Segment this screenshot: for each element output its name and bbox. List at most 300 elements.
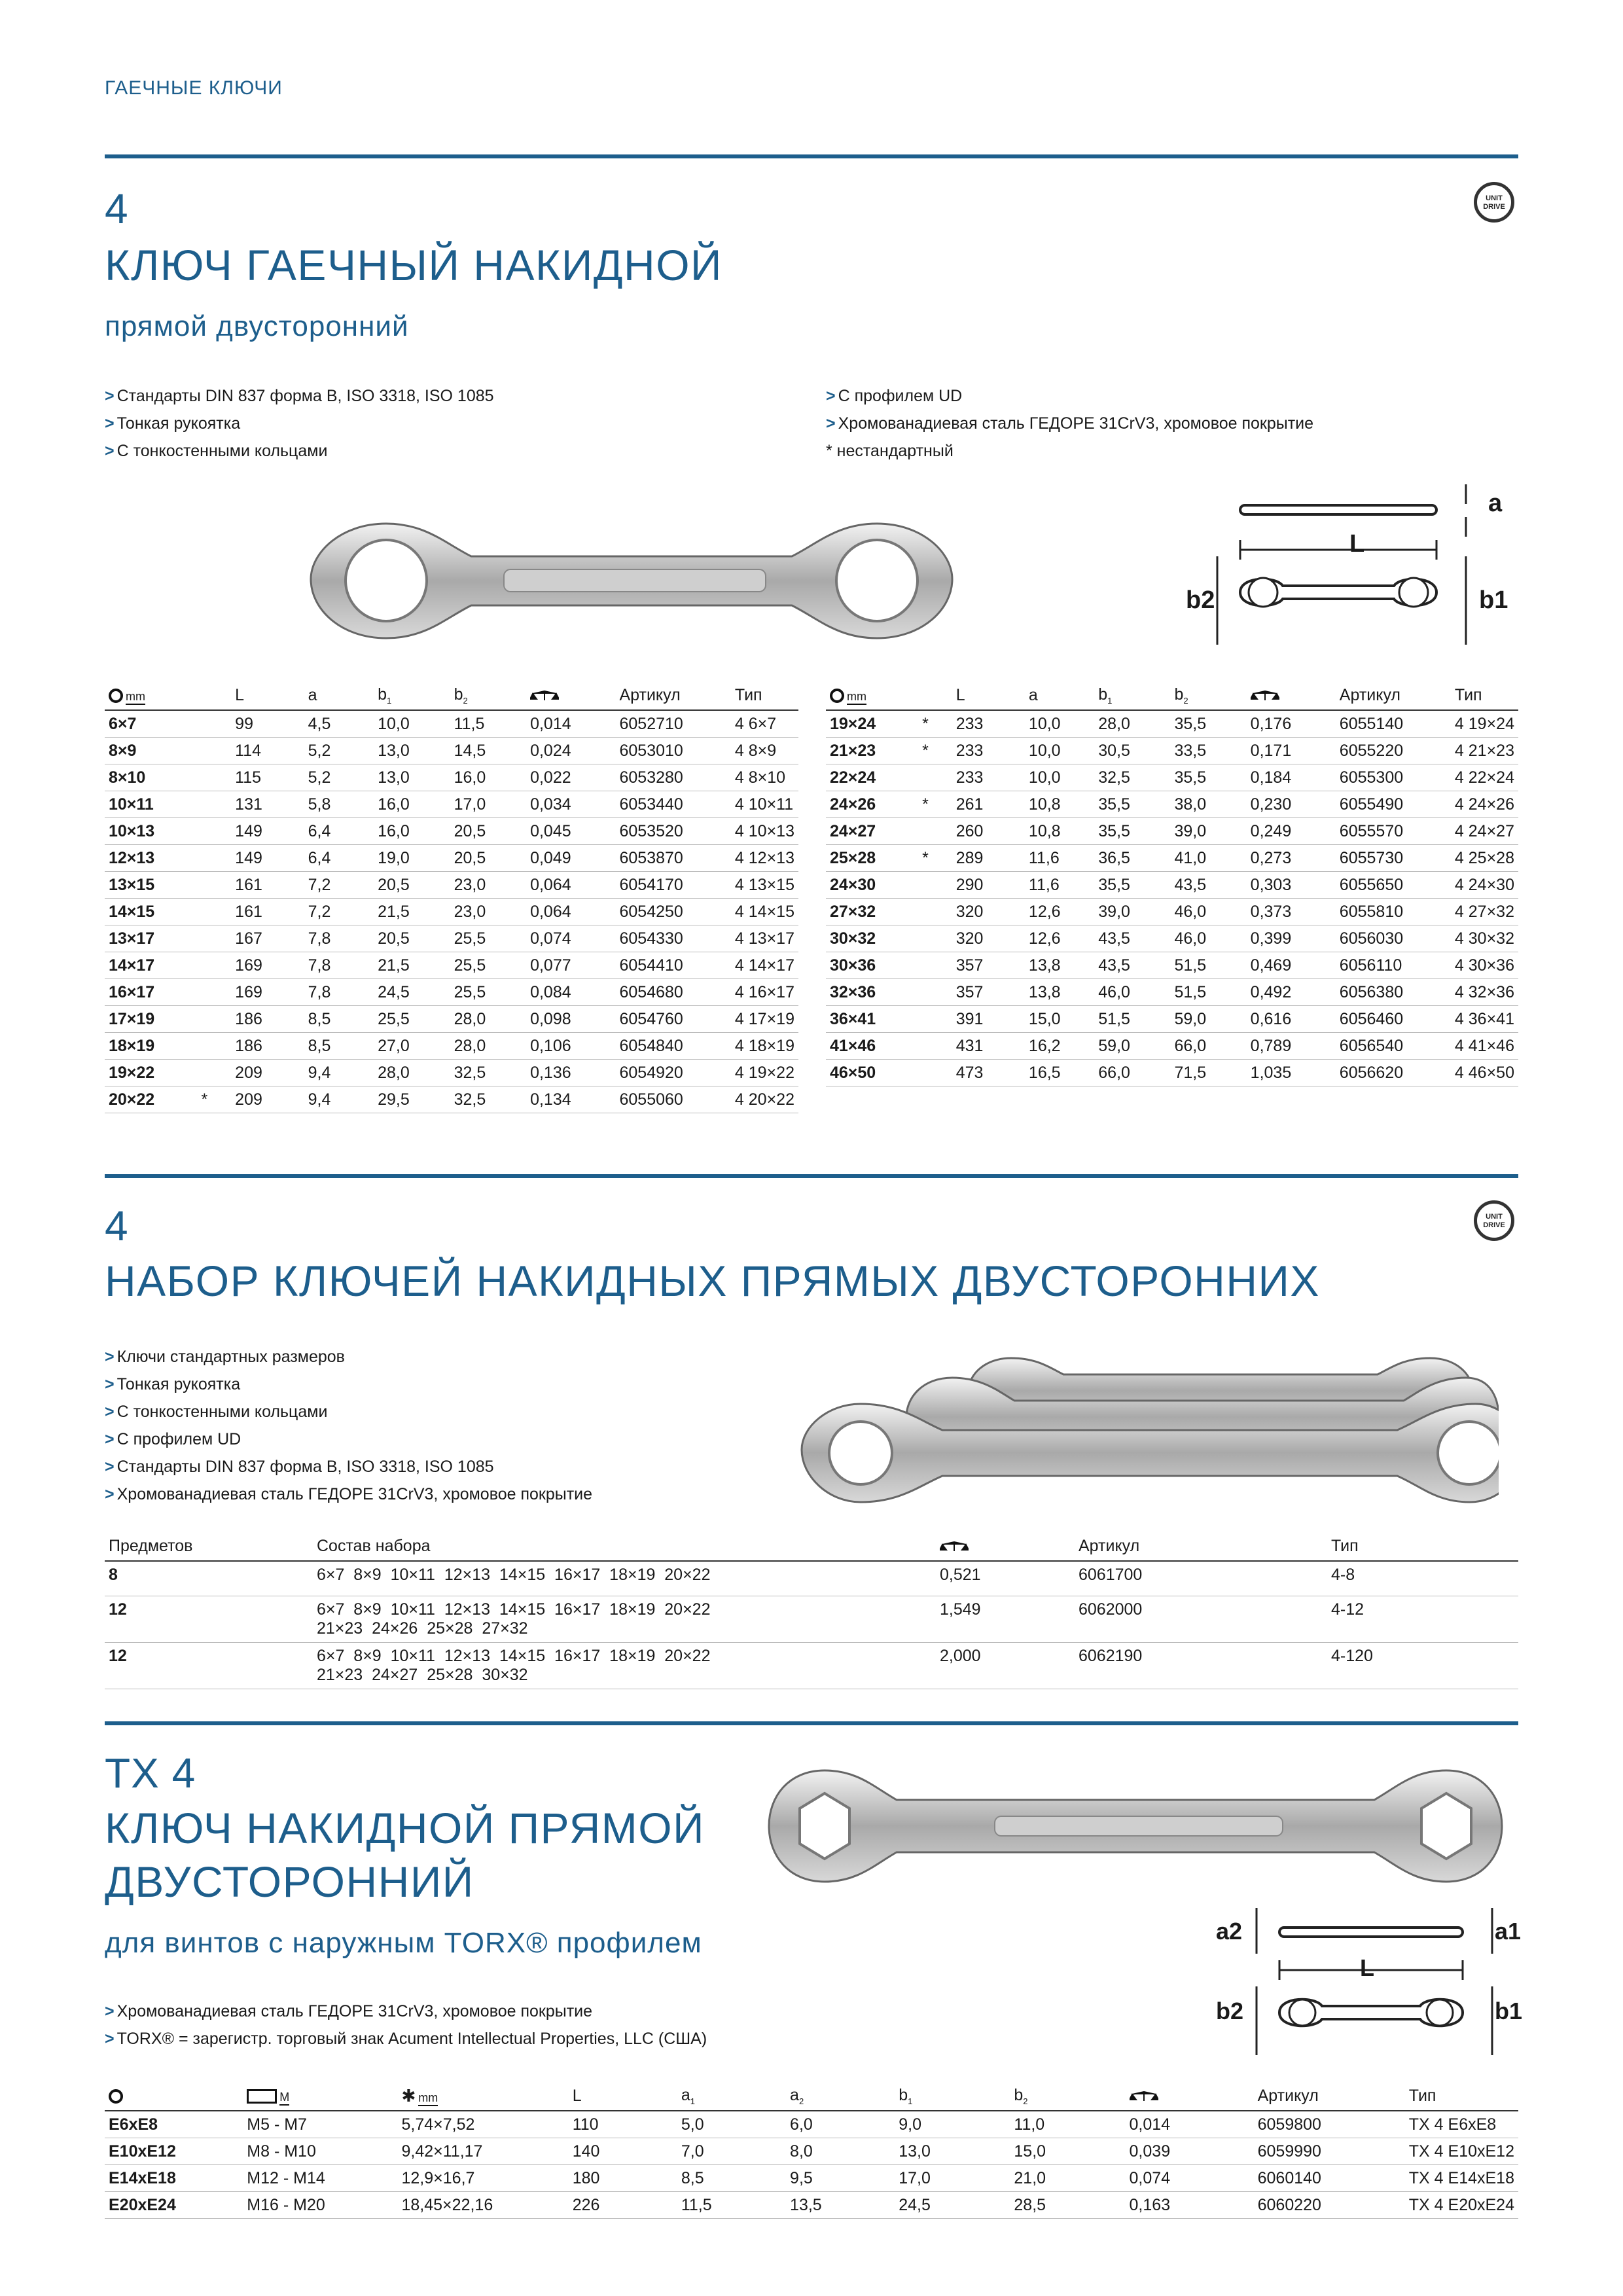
table-cell: 10,0	[1025, 710, 1094, 738]
diagram2-label-b2: b2	[1216, 1998, 1244, 2024]
col-b1: $b_1$	[374, 681, 450, 710]
table-row	[826, 952, 1518, 979]
table-cell: 0,230	[1247, 791, 1336, 818]
table-cell: 23,0	[450, 872, 526, 899]
table-cell: 6,0	[786, 2111, 895, 2138]
table-cell: 30×36	[826, 952, 918, 979]
ring-icon	[109, 689, 123, 703]
col-size: mm	[826, 681, 918, 710]
table-cell: 16,0	[374, 791, 450, 818]
table-row	[826, 791, 1518, 818]
table-cell: 12×13	[105, 845, 197, 872]
table-cell: 15,0	[1025, 1006, 1094, 1033]
diagram1-label-b1: b1	[1479, 586, 1508, 614]
table-cell: 6062190	[1075, 1643, 1327, 1689]
table-cell: 115	[231, 764, 304, 791]
table-cell: 5,2	[304, 738, 374, 764]
table-cell: 25,5	[450, 925, 526, 952]
table-row	[105, 2192, 1518, 2219]
table-row	[105, 818, 798, 845]
table-cell: 0,074	[1126, 2165, 1254, 2192]
bullet: > Тонкая рукоятка	[105, 1375, 241, 1393]
table-cell: 2,000	[936, 1643, 1075, 1689]
table-cell: 8,5	[304, 1033, 374, 1060]
table-cell: 35,5	[1170, 710, 1246, 738]
table-row	[105, 764, 798, 791]
table-cell: 8×10	[105, 764, 197, 791]
col-a: a	[1025, 681, 1094, 710]
table-cell: M12 - M14	[243, 2165, 397, 2192]
table-cell	[197, 899, 231, 925]
table-cell: 24,5	[374, 979, 450, 1006]
table-cell	[918, 952, 952, 979]
table-cell: 0,249	[1247, 818, 1336, 845]
table-cell	[918, 818, 952, 845]
table-cell: 0,789	[1247, 1033, 1336, 1060]
section1-subtitle: прямой двусторонний	[105, 310, 409, 342]
col-size: mm	[105, 681, 197, 710]
table-cell: 11,5	[450, 710, 526, 738]
table-cell	[918, 979, 952, 1006]
table-cell: 21,0	[1010, 2165, 1125, 2192]
table-cell: 0,084	[526, 979, 615, 1006]
diagram1-label-L: L	[1349, 530, 1365, 558]
table-cell: 6054760	[615, 1006, 730, 1033]
table-cell: 13×15	[105, 872, 197, 899]
table-cell: 17×19	[105, 1006, 197, 1033]
torx-ring-icon	[109, 2089, 123, 2104]
table-cell: 357	[952, 952, 1025, 979]
footnote-nonstandard: * нестандартный	[826, 442, 954, 460]
col-b2: $b_2$	[450, 681, 526, 710]
section1-title: КЛЮЧ ГАЕЧНЫЙ НАКИДНОЙ	[105, 241, 722, 289]
table-cell: 431	[952, 1033, 1025, 1060]
table-cell: 14×17	[105, 952, 197, 979]
table-cell: 21,5	[374, 952, 450, 979]
table-cell: 161	[231, 872, 304, 899]
table-cell: 6053440	[615, 791, 730, 818]
table-row	[105, 845, 798, 872]
table-cell: 4 12×13	[731, 845, 798, 872]
bullet: > Ключи стандартных размеров	[105, 1348, 345, 1366]
table-cell: 0,098	[526, 1006, 615, 1033]
col-article: Артикул	[1336, 681, 1451, 710]
table-cell: 10,8	[1025, 818, 1094, 845]
table-cell: 4 10×11	[731, 791, 798, 818]
table-cell: 0,373	[1247, 899, 1336, 925]
table-cell: 41,0	[1170, 845, 1246, 872]
table-cell: 4 18×19	[731, 1033, 798, 1060]
table-cell: 13,0	[374, 738, 450, 764]
col-weight	[936, 1532, 1075, 1561]
table-cell: 12,9×16,7	[398, 2165, 569, 2192]
table-cell: 6054250	[615, 899, 730, 925]
table-cell: 149	[231, 818, 304, 845]
table-cell: 39,0	[1170, 818, 1246, 845]
table-cell	[918, 1060, 952, 1086]
table-row	[826, 710, 1518, 738]
section3-title-line2: ДВУСТОРОННИЙ	[105, 1857, 474, 1906]
table-cell: 25,5	[374, 1006, 450, 1033]
table-cell: 4 13×17	[731, 925, 798, 952]
composition-line: 6×7 8×9 10×11 12×13 14×15 16×17 18×19 20×22	[317, 1600, 711, 1619]
section2-rule	[105, 1174, 1518, 1178]
table-cell: 11,0	[1010, 2111, 1125, 2138]
table-cell: 32,5	[450, 1086, 526, 1113]
section3-bullets	[105, 1998, 707, 2053]
table-cell: 11,5	[677, 2192, 786, 2219]
table-cell	[197, 872, 231, 899]
table-row	[105, 1086, 798, 1113]
table-cell: 320	[952, 899, 1025, 925]
col-article: Артикул	[615, 681, 730, 710]
table-cell: 0,034	[526, 791, 615, 818]
table-row	[826, 818, 1518, 845]
double-ring-wrench-illustration	[308, 504, 955, 655]
table-row	[105, 2138, 1518, 2165]
table-cell: 30,5	[1094, 738, 1170, 764]
table-cell: 36×41	[826, 1006, 918, 1033]
table-cell: 0,049	[526, 845, 615, 872]
diagram1-label-b2: b2	[1186, 586, 1215, 614]
set-table	[105, 1532, 1518, 1689]
table-cell: TX 4 E10xE12	[1405, 2138, 1518, 2165]
col-L: L	[569, 2081, 677, 2111]
table-cell: 4 24×30	[1451, 872, 1518, 899]
table-cell: 0,273	[1247, 845, 1336, 872]
table-cell	[197, 710, 231, 738]
table-cell: 0,176	[1247, 710, 1336, 738]
table-cell: 7,8	[304, 952, 374, 979]
table-cell: 186	[231, 1006, 304, 1033]
table-cell: *	[197, 1086, 231, 1113]
table-cell: 0,077	[526, 952, 615, 979]
table-cell	[197, 925, 231, 952]
table-cell: 4 41×46	[1451, 1033, 1518, 1060]
table-cell: 233	[952, 710, 1025, 738]
col-count: Предметов	[105, 1532, 313, 1561]
diagram1-label-a: a	[1488, 490, 1503, 517]
table-cell: 209	[231, 1060, 304, 1086]
table-row	[826, 979, 1518, 1006]
table-cell: 4 30×36	[1451, 952, 1518, 979]
table-cell: 6055570	[1336, 818, 1451, 845]
table-cell: 0,039	[1126, 2138, 1254, 2165]
table-cell: E10xE12	[105, 2138, 243, 2165]
table-cell: 4-12	[1327, 1596, 1518, 1643]
table-cell: 6055810	[1336, 899, 1451, 925]
section1-number: 4	[105, 185, 129, 232]
table-cell: 28,5	[1010, 2192, 1125, 2219]
table-cell: 4 19×22	[731, 1060, 798, 1086]
table-cell: 6053870	[615, 845, 730, 872]
table-cell: 21,5	[374, 899, 450, 925]
bullet: > Хромованадиевая сталь ГЕДОРЕ 31CrV3, хромовое покрытие	[826, 414, 1314, 433]
table-cell: 6061700	[1075, 1561, 1327, 1596]
table-cell	[197, 738, 231, 764]
bullet: > С профилем UD	[105, 1430, 241, 1448]
table-cell: 0,163	[1126, 2192, 1254, 2219]
table-row	[826, 925, 1518, 952]
table-cell: 226	[569, 2192, 677, 2219]
table-cell: 6054330	[615, 925, 730, 952]
table-cell: 24×30	[826, 872, 918, 899]
table-cell: 0,134	[526, 1086, 615, 1113]
torx-spec-table	[105, 2081, 1518, 2219]
bolt-icon	[247, 2089, 277, 2104]
table-cell: 13,0	[374, 764, 450, 791]
running-head: ГАЕЧНЫЕ КЛЮЧИ	[105, 77, 283, 99]
table-cell: 25×28	[826, 845, 918, 872]
table-cell: 12,6	[1025, 925, 1094, 952]
table-cell: 6054410	[615, 952, 730, 979]
table-cell: 4 30×32	[1451, 925, 1518, 952]
table-cell: 27,0	[374, 1033, 450, 1060]
table-cell: M8 - M10	[243, 2138, 397, 2165]
section1-bullets-right	[826, 382, 1313, 465]
col-L: L	[952, 681, 1025, 710]
table-cell: 290	[952, 872, 1025, 899]
table-cell: 17,0	[895, 2165, 1010, 2192]
table-cell: 6055060	[615, 1086, 730, 1113]
dimension-diagram-2	[1230, 1901, 1518, 2065]
table-cell: 46×50	[826, 1060, 918, 1086]
table-cell	[918, 1033, 952, 1060]
table-row	[826, 899, 1518, 925]
table-cell: 6055220	[1336, 738, 1451, 764]
bullet: > С тонкостенными кольцами	[105, 442, 328, 460]
table-cell: 13,5	[786, 2192, 895, 2219]
wrench-set-illustration	[789, 1345, 1499, 1522]
table-row	[105, 1006, 798, 1033]
table-cell: 10,0	[374, 710, 450, 738]
table-row	[105, 1643, 1518, 1689]
table-cell: 8,5	[304, 1006, 374, 1033]
table-cell: 18,45×22,16	[398, 2192, 569, 2219]
table-cell: 11,6	[1025, 872, 1094, 899]
table-cell: 6060140	[1254, 2165, 1405, 2192]
col-a: a	[304, 681, 374, 710]
col-article: Артикул	[1075, 1532, 1327, 1561]
table-cell: 29,5	[374, 1086, 450, 1113]
table-cell: 6053520	[615, 818, 730, 845]
section2-number: 4	[105, 1202, 129, 1249]
table-cell: 0,521	[936, 1561, 1075, 1596]
table-cell: 35,5	[1094, 791, 1170, 818]
table-cell: 13×17	[105, 925, 197, 952]
col-type: Тип	[1405, 2081, 1518, 2111]
table-cell: 6056110	[1336, 952, 1451, 979]
table-row	[105, 899, 798, 925]
table-cell: TX 4 E20xE24	[1405, 2192, 1518, 2219]
table-cell: 16,5	[1025, 1060, 1094, 1086]
table-cell: *	[918, 791, 952, 818]
table-cell: 10,0	[1025, 738, 1094, 764]
scale-icon	[940, 1541, 969, 1552]
table-cell: 4 20×22	[731, 1086, 798, 1113]
table-cell: 0,469	[1247, 952, 1336, 979]
table-row	[105, 1033, 798, 1060]
table-cell: 0,136	[526, 1060, 615, 1086]
table-cell: 6060220	[1254, 2192, 1405, 2219]
table-cell: 0,106	[526, 1033, 615, 1060]
table-cell: 169	[231, 952, 304, 979]
table-cell: 20,5	[450, 818, 526, 845]
table-row	[105, 791, 798, 818]
table-cell: 6053280	[615, 764, 730, 791]
col-weight	[1126, 2081, 1254, 2111]
table-cell	[918, 925, 952, 952]
col-size	[105, 2081, 243, 2111]
table-cell: 99	[231, 710, 304, 738]
bullet: > С тонкостенными кольцами	[105, 1403, 328, 1421]
table-cell: 10,8	[1025, 791, 1094, 818]
table-cell: 391	[952, 1006, 1025, 1033]
bullet: > TORX® = зарегистр. торговый знак Acument Intellectual Properties, LLC (США)	[105, 2030, 707, 2048]
diagram2-label-L: L	[1360, 1954, 1374, 1981]
table-cell: 4 14×17	[731, 952, 798, 979]
table-cell: 6055490	[1336, 791, 1451, 818]
table-cell: 289	[952, 845, 1025, 872]
table-cell: 6059990	[1254, 2138, 1405, 2165]
table-cell: 15,0	[1010, 2138, 1125, 2165]
table-cell: 13,0	[895, 2138, 1010, 2165]
table-cell: 0,616	[1247, 1006, 1336, 1033]
table-cell: 12,6	[1025, 899, 1094, 925]
table-cell: 7,8	[304, 925, 374, 952]
table-cell: 18×19	[105, 1033, 197, 1060]
table-cell: 7,2	[304, 872, 374, 899]
table-cell: 6056620	[1336, 1060, 1451, 1086]
table-cell: 12	[105, 1596, 313, 1643]
table-cell: 19×24	[826, 710, 918, 738]
table-cell: 6055300	[1336, 764, 1451, 791]
table-cell: E14xE18	[105, 2165, 243, 2192]
table-cell	[313, 1561, 936, 1596]
table-cell: 39,0	[1094, 899, 1170, 925]
table-cell: 10×11	[105, 791, 197, 818]
table-cell: 21×23	[826, 738, 918, 764]
table-cell: 8×9	[105, 738, 197, 764]
col-composition: Состав набора	[313, 1532, 936, 1561]
table-cell	[197, 791, 231, 818]
table-cell: 6055650	[1336, 872, 1451, 899]
table-cell: 43,5	[1170, 872, 1246, 899]
table-cell: 140	[569, 2138, 677, 2165]
table-cell: 24,5	[895, 2192, 1010, 2219]
table-cell: 6062000	[1075, 1596, 1327, 1643]
table-cell: 11,6	[1025, 845, 1094, 872]
table-cell: 12	[105, 1643, 313, 1689]
table-cell: 28,0	[1094, 710, 1170, 738]
table-cell: 13,8	[1025, 979, 1094, 1006]
table-cell: 32,5	[1094, 764, 1170, 791]
table-cell: 9,4	[304, 1060, 374, 1086]
header-rule	[105, 154, 1518, 158]
ring-icon	[830, 689, 844, 703]
table-row	[105, 2111, 1518, 2138]
table-cell: 38,0	[1170, 791, 1246, 818]
table-cell: 8,0	[786, 2138, 895, 2165]
table-cell: 14,5	[450, 738, 526, 764]
table-cell: 4 25×28	[1451, 845, 1518, 872]
composition-line: 6×7 8×9 10×11 12×13 14×15 16×17 18×19 20×22	[317, 1647, 711, 1665]
table-cell: 4 27×32	[1451, 899, 1518, 925]
diagram2-label-a2: a2	[1216, 1918, 1243, 1945]
section2-bullets	[105, 1343, 592, 1508]
table-cell: 233	[952, 738, 1025, 764]
table-cell: 0,074	[526, 925, 615, 952]
table-cell	[313, 1596, 936, 1643]
table-cell: 6053010	[615, 738, 730, 764]
table-cell: 51,5	[1170, 952, 1246, 979]
table-cell: 10,0	[1025, 764, 1094, 791]
table-cell: 46,0	[1170, 925, 1246, 952]
table-cell: 20,5	[374, 925, 450, 952]
table-cell: 6055730	[1336, 845, 1451, 872]
table-cell: M5 - M7	[243, 2111, 397, 2138]
table-cell: 25,5	[450, 979, 526, 1006]
table-cell: 4 21×23	[1451, 738, 1518, 764]
table-cell: 27×32	[826, 899, 918, 925]
table-cell: 9,42×11,17	[398, 2138, 569, 2165]
table-cell: 16,2	[1025, 1033, 1094, 1060]
table-cell	[197, 952, 231, 979]
table-cell: 4 17×19	[731, 1006, 798, 1033]
table-cell: 0,492	[1247, 979, 1336, 1006]
col-b2: $b_2$	[1010, 2081, 1125, 2111]
torx-wrench-illustration	[766, 1764, 1505, 1888]
col-mm: ✱ mm	[398, 2081, 569, 2111]
table-cell	[197, 979, 231, 1006]
table-cell: 6054680	[615, 979, 730, 1006]
table-cell: M16 - M20	[243, 2192, 397, 2219]
table-cell: 16×17	[105, 979, 197, 1006]
table-cell: 6056380	[1336, 979, 1451, 1006]
table-cell: 51,5	[1094, 1006, 1170, 1033]
table-cell: 6054170	[615, 872, 730, 899]
bullet: > Тонкая рукоятка	[105, 414, 241, 433]
table-cell: 30×32	[826, 925, 918, 952]
table-cell: 4 8×9	[731, 738, 798, 764]
table-cell: 59,0	[1170, 1006, 1246, 1033]
bullet: > Хромованадиевая сталь ГЕДОРЕ 31CrV3, хромовое покрытие	[105, 2002, 593, 2020]
table-cell: 13,8	[1025, 952, 1094, 979]
table-cell: E6xE8	[105, 2111, 243, 2138]
table-cell: 260	[952, 818, 1025, 845]
table-cell: 180	[569, 2165, 677, 2192]
table-row	[826, 738, 1518, 764]
table-cell: 23,0	[450, 899, 526, 925]
table-cell: 1,035	[1247, 1060, 1336, 1086]
col-b1: $b_1$	[895, 2081, 1010, 2111]
col-b2: $b_2$	[1170, 681, 1246, 710]
table-cell: 6054840	[615, 1033, 730, 1060]
table-cell: 4 13×15	[731, 872, 798, 899]
table-cell: 32,5	[450, 1060, 526, 1086]
table-cell: 20,5	[450, 845, 526, 872]
table-cell: 35,5	[1170, 764, 1246, 791]
section3-title-line1: КЛЮЧ НАКИДНОЙ ПРЯМОЙ	[105, 1804, 705, 1852]
table-cell: 4-8	[1327, 1561, 1518, 1596]
section2-title: НАБОР КЛЮЧЕЙ НАКИДНЫХ ПРЯМЫХ ДВУСТОРОННИХ	[105, 1257, 1320, 1305]
section3-rule	[105, 1721, 1518, 1725]
table-cell: 24×26	[826, 791, 918, 818]
table-cell: 110	[569, 2111, 677, 2138]
table-cell: 43,5	[1094, 952, 1170, 979]
col-b1: $b_1$	[1094, 681, 1170, 710]
table-cell: 33,5	[1170, 738, 1246, 764]
